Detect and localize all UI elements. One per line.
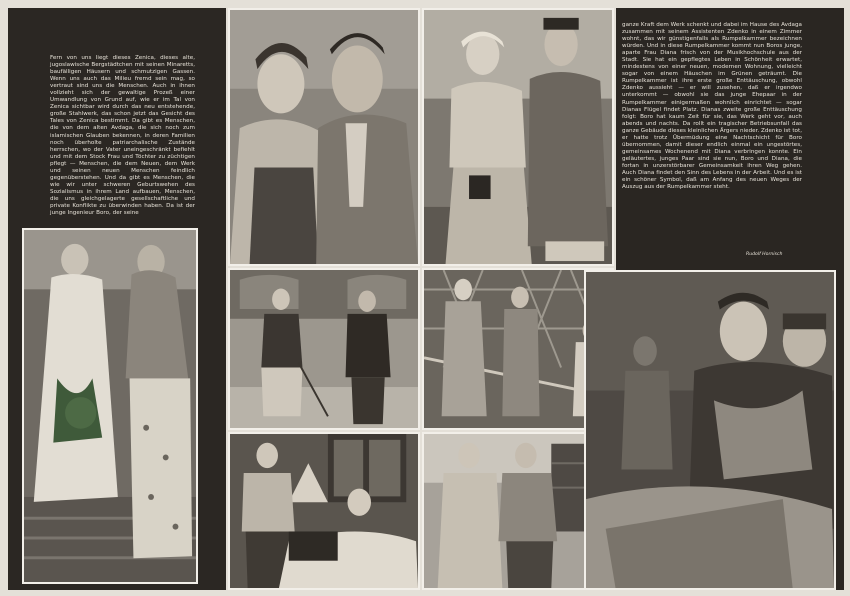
photo-dramatic-embrace: [584, 270, 836, 590]
photo-woman-in-jacket: [422, 8, 614, 266]
left-article-text: Fern von uns liegt dieses Zenica, dieses alte, jugoslawische Bergstädtchen mit seinen Minaretts, baufälligen Häusern und schmutzigen Gassen. Wenn uns auch das Milieu fremd sein mag, so vertraut sind uns die Menschen. Auch in ihnen vollzieht sich der gewaltige Prozeß einer Umwandlung von Grund auf, wie er im Tal von Zenica sichtbar wird durch das neu entstehende, große Stahlwerk, das schon jetzt das Gesicht des Tales von Zenica bestimmt. Da gibt es Menschen, die von dem alten Avdaga, die sich noch zum islamischen Glauben bekennen, in deren Familien noch überholte patriarchalische Zustände herrschen, wo der Vater uneingeschränkt befiehlt und mit dem Stock Frau und Töchter zu züchtigen pflegt — Menschen, die dem Neuen, dem Werk und seinen neuen Menschen feindlich gegenüberstehen. Und da gibt es Menschen, die wie wir unter schweren Geburtswehen des Sozialismus in ihrem Land aufbauen, Menschen, die uns gleichgelagerte gesellschaftliche und private Konflikte zu überwinden haben. Da ist der junge Ingenieur Boro, der seine: [50, 55, 195, 217]
photo-man-and-woman-indoors: [228, 432, 420, 590]
photo-two-women: [22, 228, 198, 584]
author-signature: Rudolf Hornisch: [746, 252, 783, 257]
photo-two-men-courtyard: [228, 268, 420, 430]
photo-couple-closeup: [228, 8, 420, 266]
right-article-text: ganze Kraft dem Werk schenkt und dabei im Hause des Avdaga zusammen mit seinem Assistenten Zdenko in einem Zimmer wohnt, das wir günstigenfalls als Rumpelkammer bezeichnen würden. Und in diese Rumpelkammer kommt nun Boros junge, aparte Frau Diana frisch von der Musikhochschule aus der Stadt. Sie hat ein gepflegtes Leben in Schönheit erwartet, mindestens von einer neuen, modernen Wohnung, vielleicht sogar von einem Häuschen im Grünen geträumt. Die Rumpelkammer ist ihre erste große Enttäuschung, obwohl Zdenko aussieht — er will zusehen, daß er irgendwo unterkommt — obwohl sie das junge Ehepaar in der Rumpelkammer einigermaßen wohnlich einrichtet — sogar Dianas Flügel findet Platz. Dianas zweite große Enttäuschung folgt: Boro hat kaum Zeit für sie, das Werk geht vor, auch abends und nachts. Da rollt ein tragischer Betriebsunfall das ganze Gebäude dieses kleinlichen Ärgers nieder. Zdenko ist tot, er hatte trotz Übermüdung eine Nachtschicht für Boro übernommen, damit dieser endlich einmal ein ungestörtes, gemeinsames Wochenend mit Diana verbringen konnte. Ein geläutertes, junges Paar sind sie nun, Boro und Diana, die fortan in unzerstörbarer Gemeinsamkeit ihren Weg gehen. Auch Diana findet den Sinn des Lebens in der Arbeit. Und es ist ein schöner Symbol, daß am Anfang des neuen Weges der Auszug aus der Rumpelkammer steht.: [622, 22, 802, 191]
